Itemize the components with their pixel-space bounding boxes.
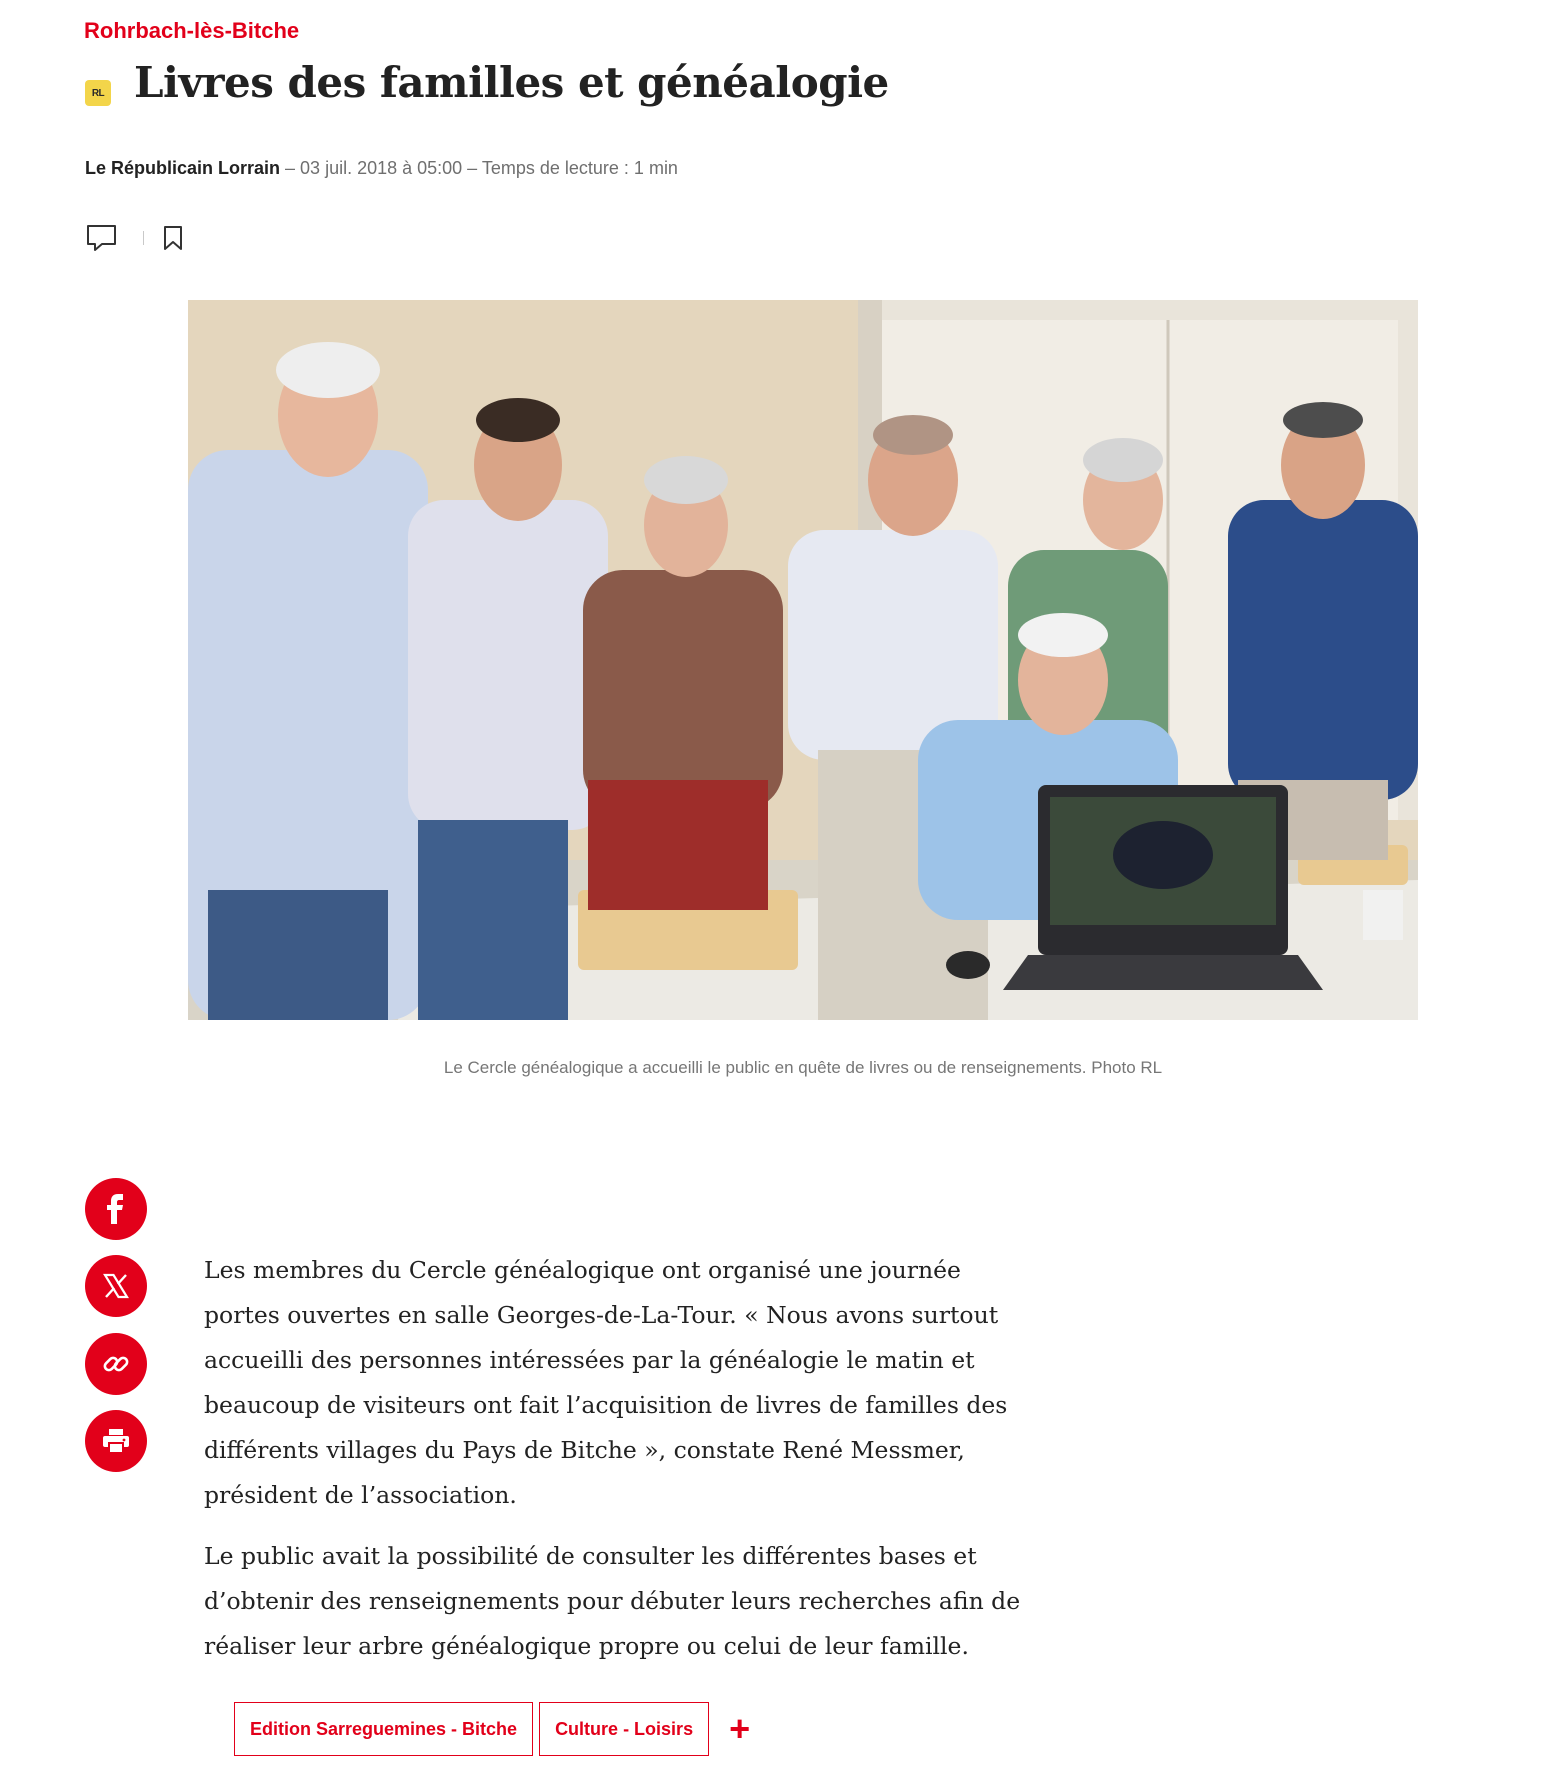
article-meta: [85, 158, 678, 179]
photo-caption: Le Cercle généalogique a accueilli le public en quête de livres ou de renseignements. Photo RL: [443, 1058, 1163, 1077]
bookmark-icon: [162, 224, 184, 252]
facebook-icon: [105, 1194, 127, 1224]
article-kicker[interactable]: Rohrbach-lès-Bitche: [84, 18, 300, 43]
article-photo: [188, 300, 1418, 1020]
link-icon: [102, 1350, 130, 1378]
x-icon: [103, 1273, 129, 1299]
article-paragraph: Les membres du Cercle généalogique ont organisé une journée portes ouvertes en salle Georges-de-La-Tour. « Nous avons surtout accueilli des personnes intéressées par la généalogie le matin et beaucoup de visiteurs ont fait l’acquisition de livres de familles des différents villages du Pays de Bitche », constate René Messmer, président de l’association.: [204, 1256, 1008, 1509]
share-facebook-button[interactable]: [85, 1178, 147, 1240]
bookmark-button[interactable]: [162, 224, 184, 252]
article-tags: [234, 1702, 750, 1756]
share-x-button[interactable]: [85, 1255, 147, 1317]
print-icon: [102, 1428, 130, 1454]
comment-button[interactable]: [85, 223, 119, 253]
share-copy-link-button[interactable]: [85, 1333, 147, 1395]
comment-icon: [85, 223, 119, 253]
tag-culture-loisirs[interactable]: Culture - Loisirs: [539, 1702, 709, 1756]
tag-edition-sarreguemines-bitche[interactable]: Edition Sarreguemines - Bitche: [234, 1702, 533, 1756]
group-photo-illustration: [188, 300, 1418, 1020]
article-date-readtime: – 03 juil. 2018 à 05:00 – Temps de lecture : 1 min: [280, 158, 678, 178]
article-toolbar: [85, 222, 184, 254]
more-tags-button[interactable]: +: [729, 1708, 751, 1749]
article-paragraph: Le public avait la possibilité de consulter les différentes bases et d’obtenir des renseignements pour débuter leurs recherches afin de réaliser leur arbre généalogique propre ou celui de leur famille.: [204, 1542, 1021, 1660]
publisher-badge: RL: [85, 80, 111, 106]
article-source: Le Républicain Lorrain: [85, 158, 281, 178]
print-button[interactable]: [85, 1410, 147, 1472]
toolbar-divider: [143, 231, 144, 245]
article-body: [204, 1248, 1024, 1685]
article-title: Livres des familles et généalogie: [134, 58, 889, 107]
